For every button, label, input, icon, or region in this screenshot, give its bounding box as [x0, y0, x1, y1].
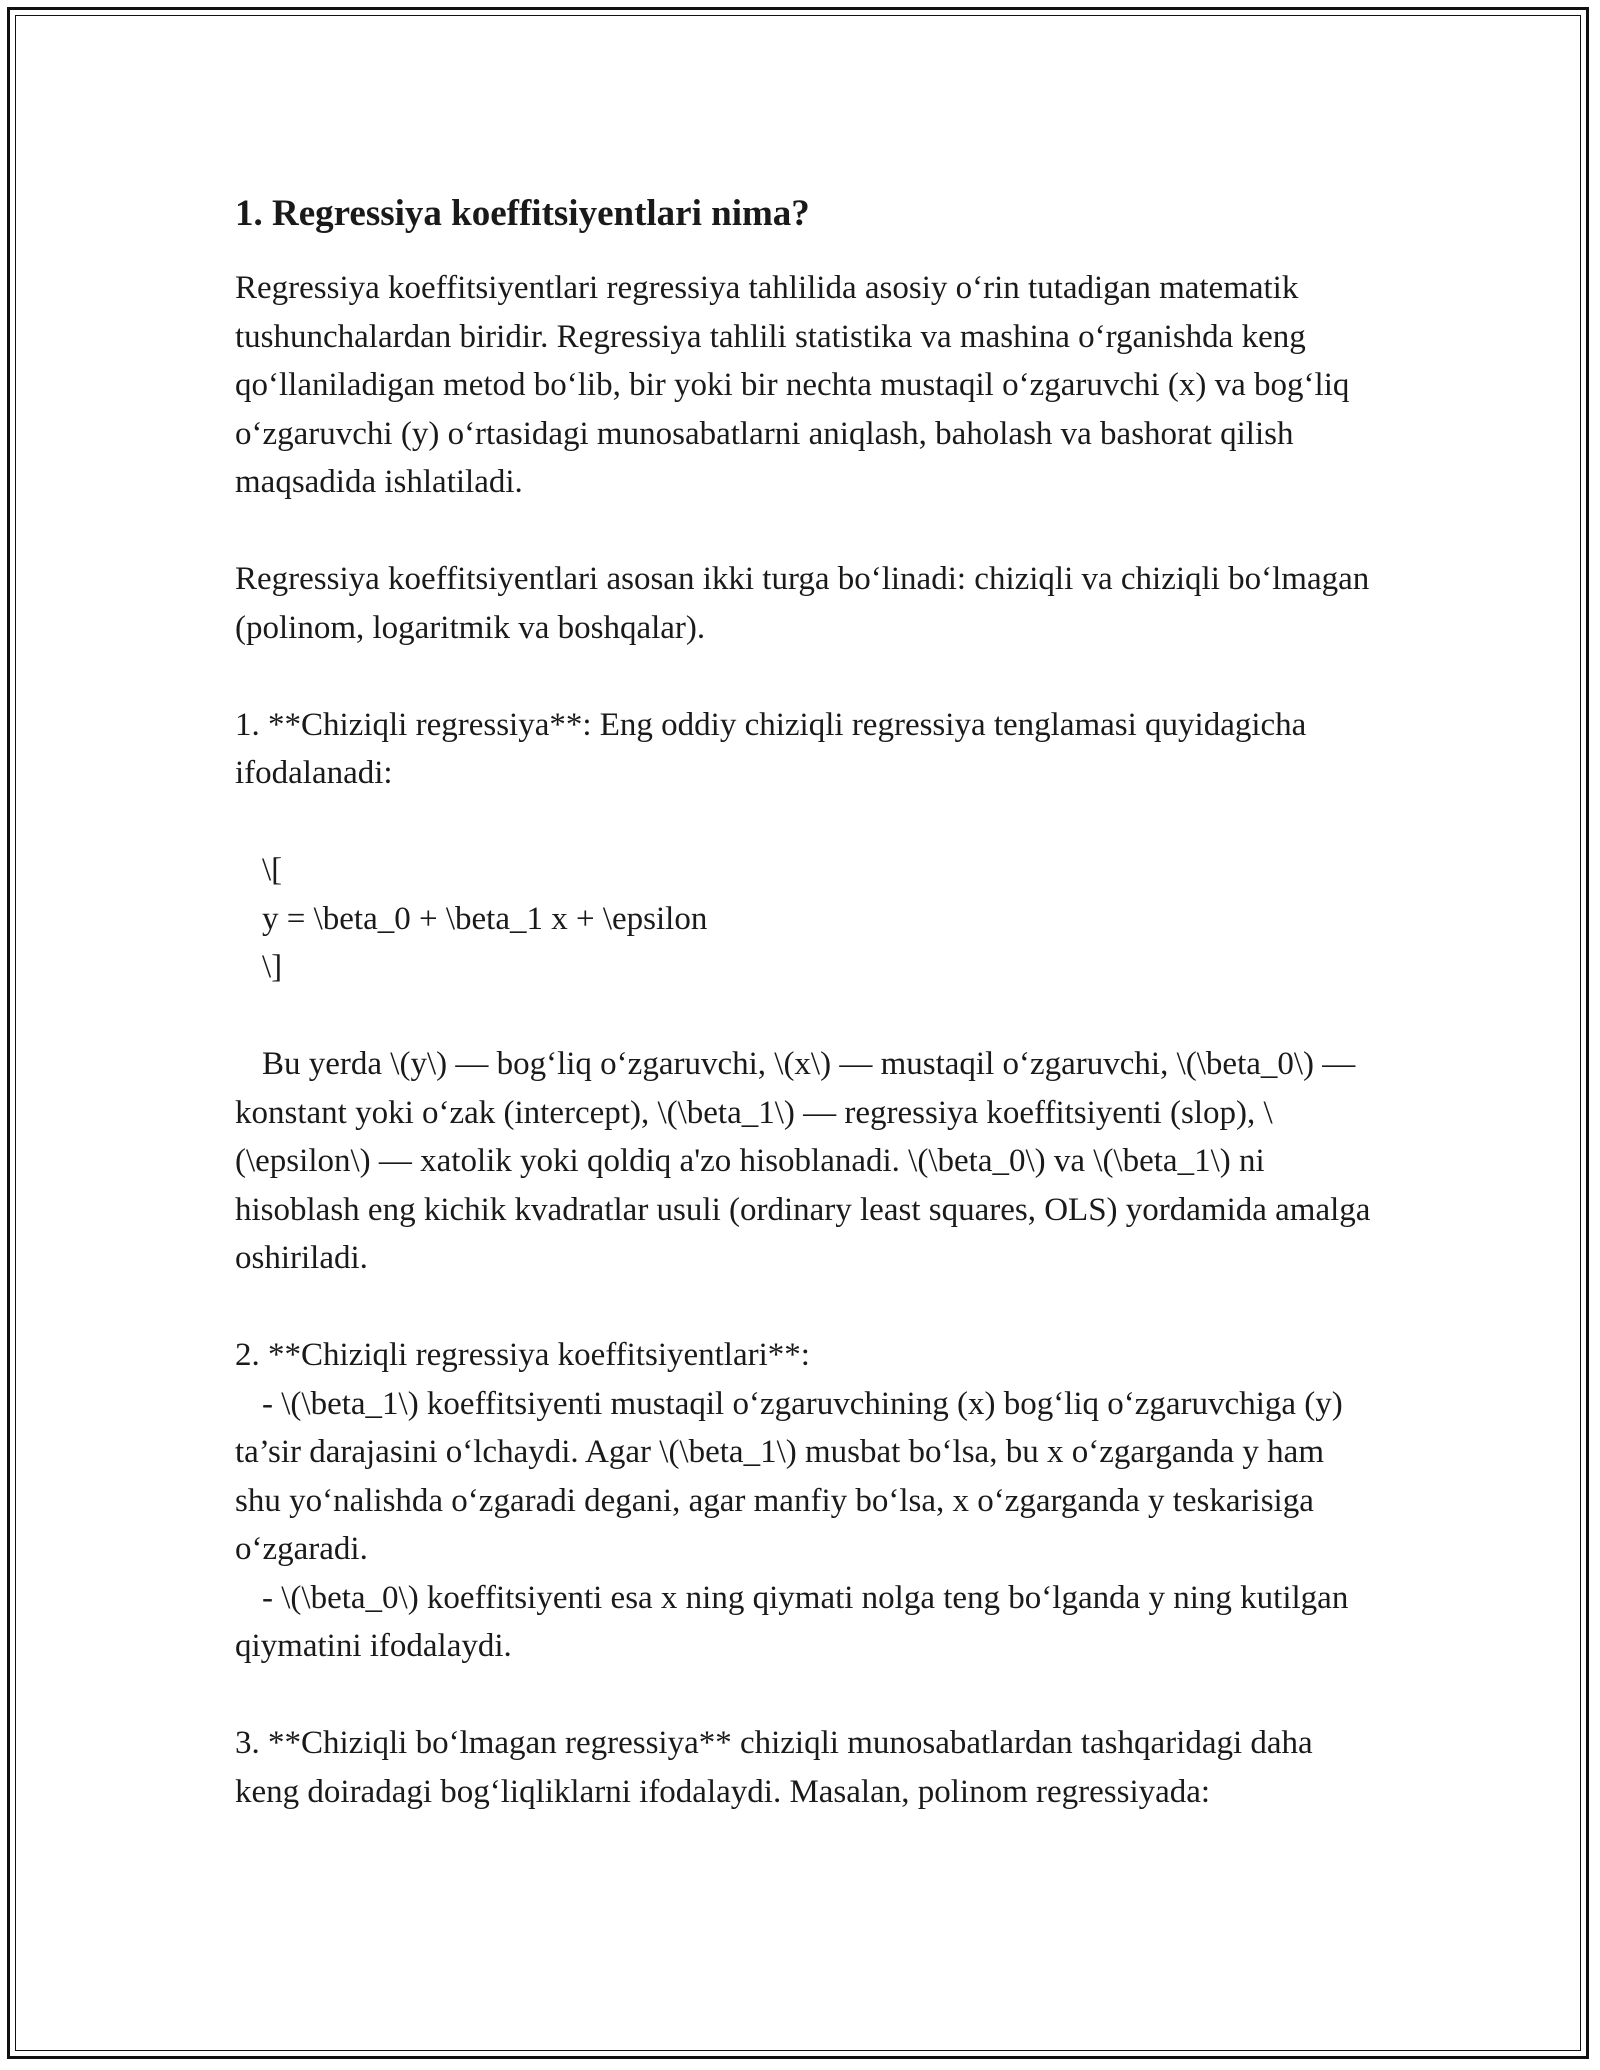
bullet-2-text: - \(\beta_0\) koeffitsiyenti esa x ning qiymati nolga teng bo‘lganda y ning kutilgan qiymatini ifodalaydi.: [235, 1579, 1357, 1664]
paragraph-gap: [235, 1671, 1375, 1720]
paragraph-gap: [235, 798, 1375, 847]
paragraph-gap: [235, 652, 1375, 701]
paragraph-gap: [235, 992, 1375, 1041]
equation-close: \]: [262, 949, 283, 985]
section-heading: 1. Regressiya koeffitsiyentlari nima?: [235, 193, 810, 234]
explanation-paragraph: [235, 1040, 1379, 1283]
list-item-1: 1. **Chiziqli regressiya**: Eng oddiy chiziqli regressiya tenglamasi quyidagicha ifodalanadi:: [235, 706, 1315, 791]
equation-body: y = \beta_0 + \beta_1 x + \epsilon: [262, 900, 708, 937]
bullet-1-text: - \(\beta_1\) koeffitsiyenti mustaqil o‘zgaruvchining (x) bog‘liq o‘zgaruvchiga (y) ta’sir darajasini o‘lchaydi. Agar \(\beta_1\) musbat bo‘lsa, bu x o‘zgarganda y ham shu yo‘nalishda o‘zgaradi degani, agar manfiy bo‘lsa, x o‘zgarganda y teskarisiga o‘zgaradi.: [235, 1385, 1351, 1567]
paragraph-gap: [235, 1283, 1375, 1332]
document-body: [235, 188, 1379, 1816]
list-item-2-bullet-1: [235, 1380, 1375, 1574]
intro-paragraph: Regressiya koeffitsiyentlari regressiya tahlilida asosiy o‘rin tutadigan matematik tushunchalardan biridir. Regressiya tahlili statistika va mashina o‘rganishda keng qo‘llaniladigan metod bo‘lib, bir yoki bir nechta mustaqil o‘zgaruvchi (x) va bog‘liq o‘zgaruvchi (y) o‘rtasidagi munosabatlarni aniqlash, baholash va bashorat qilish maqsadida ishlatiladi.: [235, 270, 1358, 500]
equation-open: \[: [262, 852, 283, 888]
list-item-3: 3. **Chiziqli bo‘lmagan regressiya** chiziqli munosabatlardan tashqaridagi daha keng doiradagi bog‘liqliklarni ifodalaydi. Masalan, polinom regressiyada:: [235, 1725, 1321, 1810]
list-item-2-title: 2. **Chiziqli regressiya koeffitsiyentlari**:: [235, 1337, 810, 1373]
explanation-text: Bu yerda \(y\) — bog‘liq o‘zgaruvchi, \(x\) — mustaqil o‘zgaruvchi, \(\beta_0\) — konstant yoki o‘zak (intercept), \(\beta_1\) — regressiya koeffitsiyenti (slop), \(\epsilon\) — xatolik yoki qoldiq a'zo hisoblanadi. \(\beta_0\) va \(\beta_1\) ni hisoblash eng kichik kvadratlar usuli (ordinary least squares, OLS) yordamida amalga oshiriladi.: [235, 1046, 1379, 1276]
paragraph-gap: [235, 507, 1375, 556]
list-item-2-bullet-2: [235, 1574, 1375, 1671]
types-paragraph: Regressiya koeffitsiyentlari asosan ikki turga bo‘linadi: chiziqli va chiziqli bo‘lmagan (polinom, logaritmik va boshqalar).: [235, 561, 1378, 646]
